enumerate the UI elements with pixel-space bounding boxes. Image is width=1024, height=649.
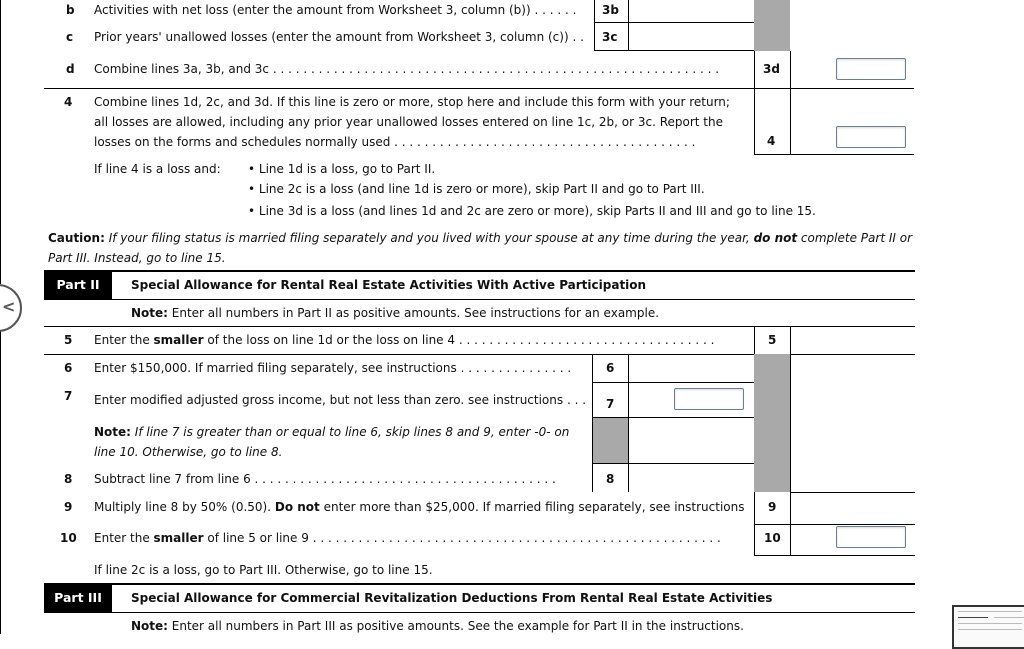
- caution-text-1: If your filing status is married filing separately and you lived with your spouse at any time during the year,: [104, 231, 754, 245]
- part-2-note-text: Enter all numbers in Part II as positive amounts. See instructions for an example.: [167, 306, 660, 320]
- line-3b-text: Activities with net loss (enter the amount from Worksheet 3, column (b)) . . . . . .: [94, 3, 577, 17]
- line-5-box-label: 5: [768, 333, 777, 347]
- part-3-tag: Part III: [44, 585, 112, 612]
- line-10-text-post: of line 5 or line 9 . . . . . . . . . . . . . . . . . . . . . . . . . . . . . . . . . . . . . . . . . . . . . . . . . . . . . .: [203, 531, 721, 545]
- line-7-note-2: line 10. Otherwise, go to line 8.: [94, 445, 283, 459]
- caution-line-1: [48, 228, 912, 248]
- line-7-amount-input[interactable]: [674, 388, 744, 410]
- part-2-tag: Part II: [44, 272, 112, 299]
- part-3-title: Special Allowance for Commercial Revitalization Deductions From Rental Real Estate Activities: [131, 591, 773, 605]
- line-3d-text: Combine lines 3a, 3b, and 3c . . . . . . . . . . . . . . . . . . . . . . . . . . . . . . . . . . . . . . . . . . . . . . . . . . . . . . . . . . .: [94, 62, 720, 76]
- rule: [594, 50, 754, 51]
- line-10-text: [94, 531, 721, 545]
- line-6-number: 6: [64, 361, 73, 375]
- line-3c-box-label: 3c: [602, 30, 618, 44]
- line-8-box-label: 8: [606, 472, 615, 486]
- line-7-number: 7: [64, 389, 73, 403]
- rule: [44, 88, 914, 89]
- line-5-text-pre: Enter the: [94, 333, 154, 347]
- thumbnail-line: [958, 623, 1022, 624]
- rule: [754, 555, 915, 556]
- line-3d-amount-input[interactable]: [836, 58, 906, 80]
- part-3-note-text: Enter all numbers in Part III as positive amounts. See the example for Part II in the instructions.: [167, 619, 744, 633]
- shaded-cell: [754, 354, 790, 492]
- rule: [628, 354, 629, 492]
- line-3c-text: Prior years' unallowed losses (enter the amount from Worksheet 3, column (c)) . .: [94, 30, 584, 44]
- line-7-note-label: Note:: [94, 425, 131, 439]
- line-7-box-label: 7: [606, 397, 615, 411]
- previous-page-button[interactable]: [0, 284, 22, 332]
- bullet-line-1d: • Line 1d is a loss, go to Part II.: [248, 162, 436, 176]
- line-9-text-post: enter more than $25,000. If married filing separately, see instructions: [319, 500, 745, 514]
- line-4-text-3: losses on the forms and schedules normally used . . . . . . . . . . . . . . . . . . . . . . . . . . . . . . . . . . . . . . . .: [94, 135, 696, 149]
- rule: [592, 382, 754, 383]
- shaded-cell: [754, 0, 790, 51]
- rule: [628, 0, 629, 51]
- caution-bold: do not: [753, 231, 798, 245]
- caution-text-2: complete Part II or: [797, 231, 912, 245]
- part-3-note-label: Note:: [131, 619, 168, 633]
- line-5-text-bold: smaller: [153, 333, 204, 347]
- line-9-text: [94, 500, 744, 514]
- bullet-line-3d: • Line 3d is a loss (and lines 1d and 2c are zero or more), skip Parts II and III and go to line 15.: [248, 204, 816, 218]
- line-5-text-post: of the loss on line 1d or the loss on line 4 . . . . . . . . . . . . . . . . . . . . . . . . . . . . . . . . . .: [203, 333, 715, 347]
- line-6-box-label: 6: [606, 361, 615, 375]
- line-3b-letter: b: [66, 3, 75, 17]
- line-10-text-pre: Enter the: [94, 531, 154, 545]
- rule: [790, 492, 915, 493]
- shaded-cell: [593, 418, 628, 463]
- line-3b-box-label: 3b: [602, 3, 619, 17]
- line-8-text: Subtract line 7 from line 6 . . . . . . . . . . . . . . . . . . . . . . . . . . . . . . . . . . . . . . . .: [94, 472, 556, 486]
- rule: [754, 524, 915, 525]
- line-10-text-bold: smaller: [153, 531, 204, 545]
- line-7-note-1: [94, 425, 569, 439]
- after-line-10-instruction: If line 2c is a loss, go to Part III. Otherwise, go to line 15.: [94, 563, 433, 577]
- page-thumbnail[interactable]: [952, 605, 1024, 649]
- rule: [754, 154, 914, 155]
- line-3d-box-label: 3d: [763, 62, 780, 76]
- line-10-box-label: 10: [764, 531, 781, 545]
- line-5-text: [94, 333, 714, 347]
- line-4-box-label: 4: [767, 134, 776, 148]
- thumbnail-line: [958, 617, 988, 618]
- caution-line-2: Part III. Instead, go to line 15.: [48, 251, 226, 265]
- line-4-amount-input[interactable]: [836, 126, 906, 148]
- line-4-loss-intro: If line 4 is a loss and:: [94, 162, 221, 176]
- part-2-note-label: Note:: [131, 306, 168, 320]
- rule: [44, 326, 915, 327]
- line-10-number: 10: [60, 531, 77, 545]
- left-margin-rule-lower: [0, 328, 1, 634]
- line-4-text-1: Combine lines 1d, 2c, and 3d. If this line is zero or more, stop here and include this form with your return;: [94, 95, 730, 109]
- bullet-line-2c: • Line 2c is a loss (and line 1d is zero or more), skip Part II and go to Part III.: [248, 182, 705, 196]
- line-10-amount-input[interactable]: [836, 526, 906, 548]
- rule: [790, 51, 791, 155]
- line-3d-letter: d: [66, 62, 75, 76]
- rule: [594, 22, 754, 23]
- line-8-number: 8: [64, 472, 73, 486]
- line-9-text-pre: Multiply line 8 by 50% (0.50).: [94, 500, 275, 514]
- part-2-note: [131, 306, 659, 320]
- part-2-title: Special Allowance for Rental Real Estate Activities With Active Participation: [131, 278, 647, 292]
- thumbnail-line: [958, 629, 1022, 630]
- part-3-top-rule: [44, 583, 915, 585]
- rule: [754, 51, 755, 155]
- line-4-number: 4: [64, 95, 73, 109]
- caution-label: Caution:: [48, 231, 105, 245]
- part-3-note: [131, 619, 744, 633]
- part-3-bottom-rule: [44, 612, 915, 613]
- line-7-note-text-1: If line 7 is greater than or equal to line 6, skip lines 8 and 9, enter -0- on: [130, 425, 570, 439]
- rule: [592, 463, 754, 464]
- line-7-text: Enter modified adjusted gross income, but not less than zero. see instructions . . .: [94, 393, 587, 407]
- rule: [594, 0, 595, 51]
- line-3c-letter: c: [66, 30, 74, 44]
- chevron-left-icon: <: [2, 297, 16, 316]
- thumbnail-line: [958, 611, 1022, 612]
- line-6-text: Enter $150,000. If married filing separately, see instructions . . . . . . . . . . . . . . .: [94, 361, 572, 375]
- line-4-text-2: all losses are allowed, including any prior year unallowed losses entered on line 1c, 2b, or 3c. Report the: [94, 115, 723, 129]
- rule: [790, 326, 791, 556]
- line-9-box-label: 9: [768, 500, 777, 514]
- thumbnail-line: [994, 617, 1024, 618]
- line-5-number: 5: [64, 333, 73, 347]
- part-2-top-rule: [44, 270, 915, 272]
- line-9-number: 9: [64, 500, 73, 514]
- left-margin-rule: [0, 0, 1, 284]
- part-2-bottom-rule: [44, 299, 915, 300]
- line-9-text-bold: Do not: [274, 500, 320, 514]
